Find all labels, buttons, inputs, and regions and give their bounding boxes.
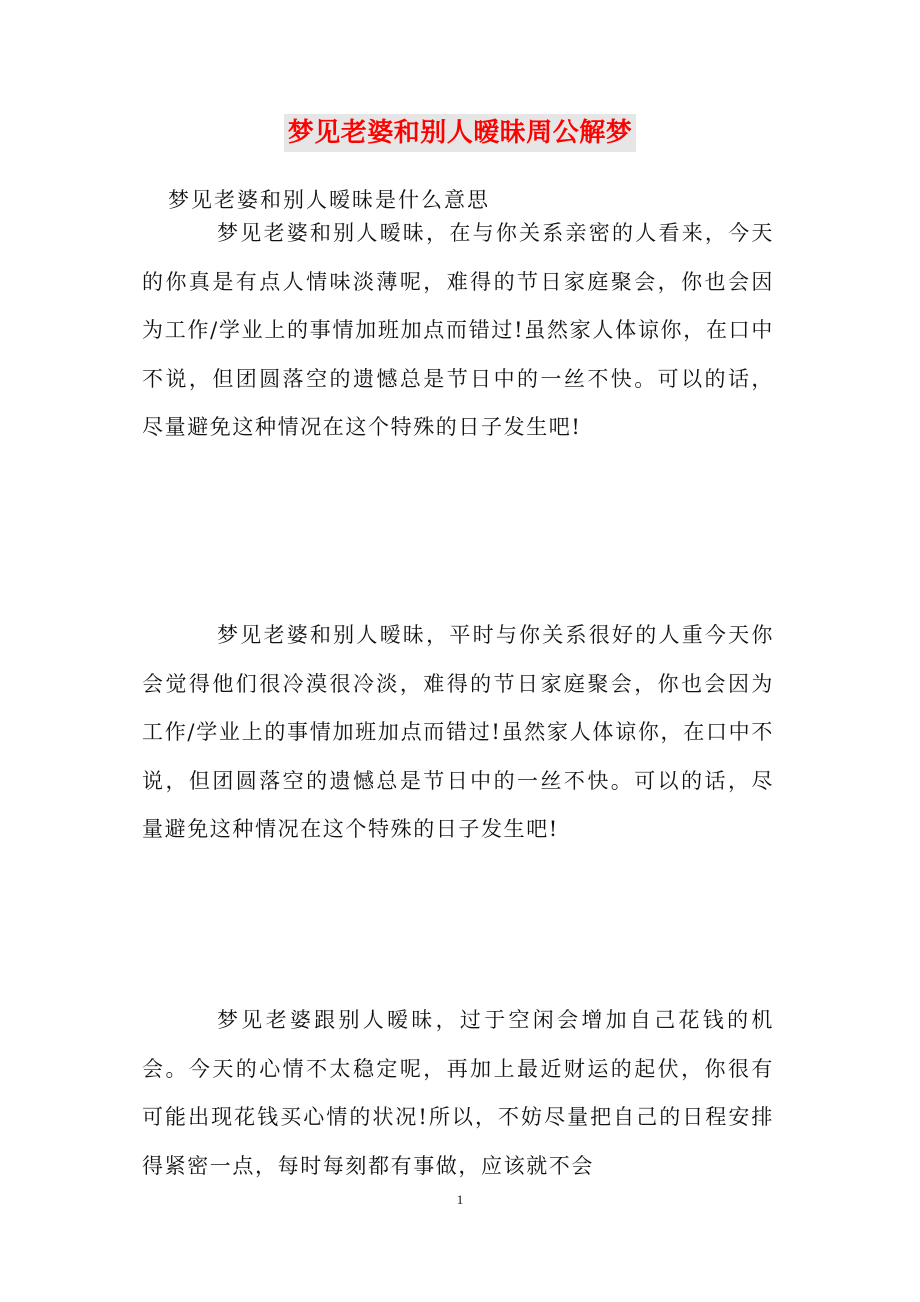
page-number: 1 [456,1192,464,1207]
paragraph-3: 梦见老婆跟别人暧昧，过于空闲会增加自己花钱的机会。今天的心情不太稳定呢，再加上最近财运的起伏，你很有可能出现花钱买心情的状况!所以，不妨尽量把自己的日程安排得紧密一点，每时每刻都有事做，应该就不会 [142,1008,774,1178]
paragraph-1: 梦见老婆和别人暧昧，在与你关系亲密的人看来，今天的你真是有点人情味淡薄呢，难得的节日家庭聚会，你也会因为工作/学业上的事情加班加点而错过!虽然家人体谅你，在口中不说，但团圆落空的遗憾总是节日中的一丝不快。可以的话，尽量避免这种情况在这个特殊的日子发生吧! [142,221,774,439]
document-title: 梦见老婆和别人暧昧周公解梦 [284,114,637,152]
title-container [0,114,920,152]
paragraph-2: 梦见老婆和别人暧昧，平时与你关系很好的人重今天你会觉得他们很冷漠很冷淡，难得的节日家庭聚会，你也会因为工作/学业上的事情加班加点而错过!虽然家人体谅你，在口中不说，但团圆落空的遗憾总是节日中的一丝不快。可以的话，尽量避免这种情况在这个特殊的日子发生吧! [142,623,774,841]
document-subtitle: 梦见老婆和别人暧昧是什么意思 [168,188,490,212]
